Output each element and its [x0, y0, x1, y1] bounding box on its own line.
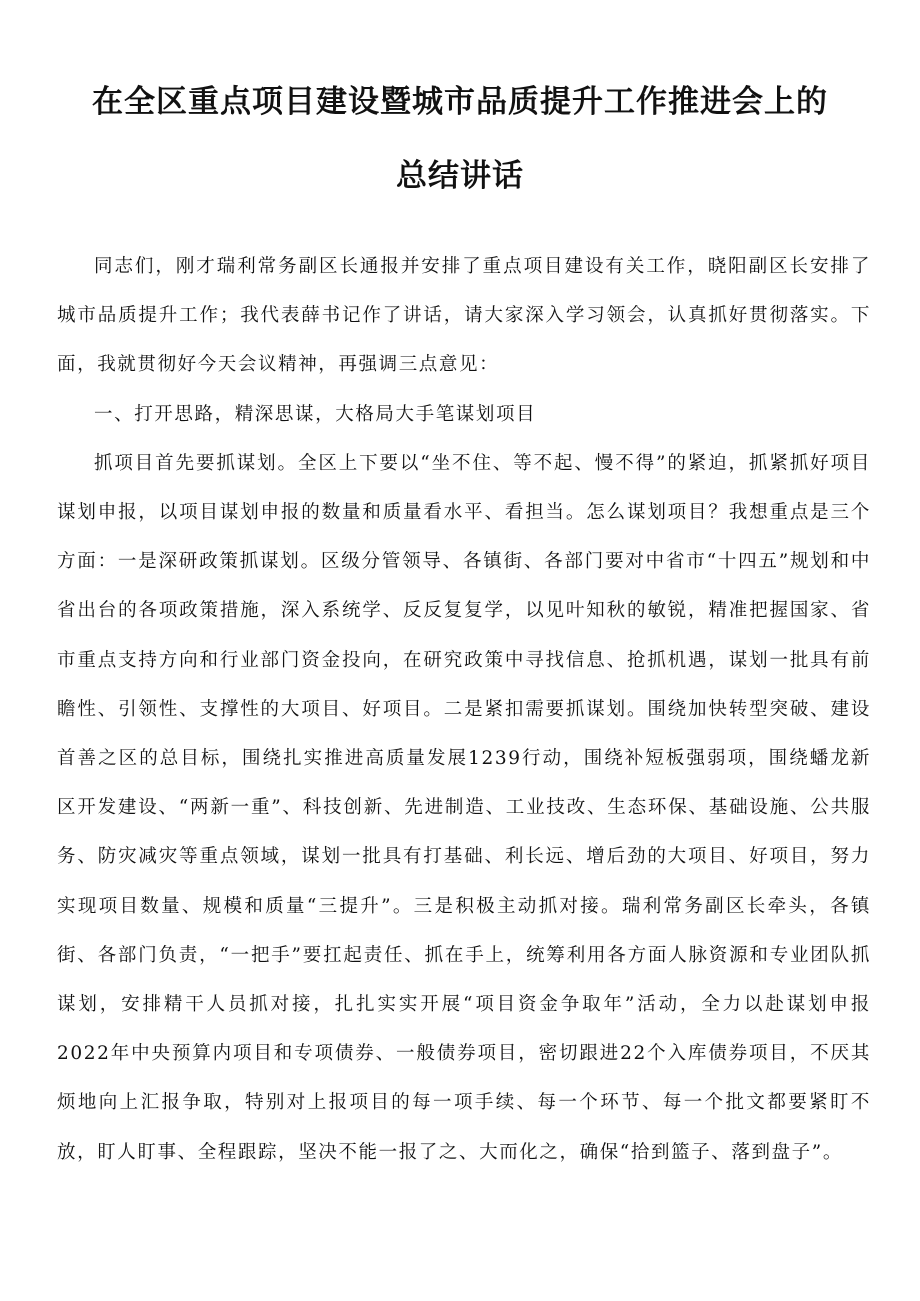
section-heading-1: 一、打开思路，精深思谋，大格局大手笔谋划项目 — [94, 403, 537, 425]
intro-paragraph: 同志们，刚才瑞利常务副区长通报并安排了重点项目建设有关工作，晓阳副区长安排了城市品质提升工作；我代表薛书记作了讲话，请大家深入学习领会，认真抓好贯彻落实。下面，我就贯彻好今天会议精神，再强调三点意见： — [57, 256, 871, 376]
section-1-paragraph: 抓项目首先要抓谋划。全区上下要以“坐不住、等不起、慢不得”的紧迫，抓紧抓好项目谋划申报，以项目谋划申报的数量和质量看水平、看担当。怎么谋划项目？我想重点是三个方面：一是深研政策抓谋划。区级分管领导、各镇街、各部门要对中省市“十四五”规划和中省出台的各项政策措施，深入系统学、反反复复学，以见叶知秋的敏锐，精准把握国家、省市重点支持方向和行业部门资金投向，在研究政策中寻找信息、抢抓机遇，谋划一批具有前瞻性、引领性、支撑性的大项目、好项目。二是紧扣需要抓谋划。围绕加快转型突破、建设首善之区的总目标，围绕扎实推进高质量发展1239行动，围绕补短板强弱项，围绕蟠龙新区开发建设、“两新一重”、科技创新、先进制造、工业技改、生态环保、基础设施、公共服务、防灾减灾等重点领域，谋划一批具有打基础、利长远、增后劲的大项目、好项目，努力实现项目数量、规模和质量“三提升”。三是积极主动抓对接。瑞利常务副区长牵头，各镇街、各部门负责，“一把手”要扛起责任、抓在手上，统筹利用各方面人脉资源和专业团队抓谋划，安排精干人员抓对接，扎扎实实开展“项目资金争取年”活动，全力以赴谋划申报2022年中央预算内项目和专项债券、一般债券项目，密切跟进22个入库债券项目，不厌其烦地向上汇报争取，特别对上报项目的每一项手续、每一个环节、每一个批文都要紧盯不放，盯人盯事、全程跟踪，坚决不能一报了之、大而化之，确保“拾到篮子、落到盘子”。 — [57, 452, 871, 1163]
document-title-line-2: 总结讲话 — [396, 158, 524, 194]
document-body — [57, 242, 871, 1177]
document-title-line-1: 在全区重点项目建设暨城市品质提升工作推进会上的 — [92, 84, 828, 120]
